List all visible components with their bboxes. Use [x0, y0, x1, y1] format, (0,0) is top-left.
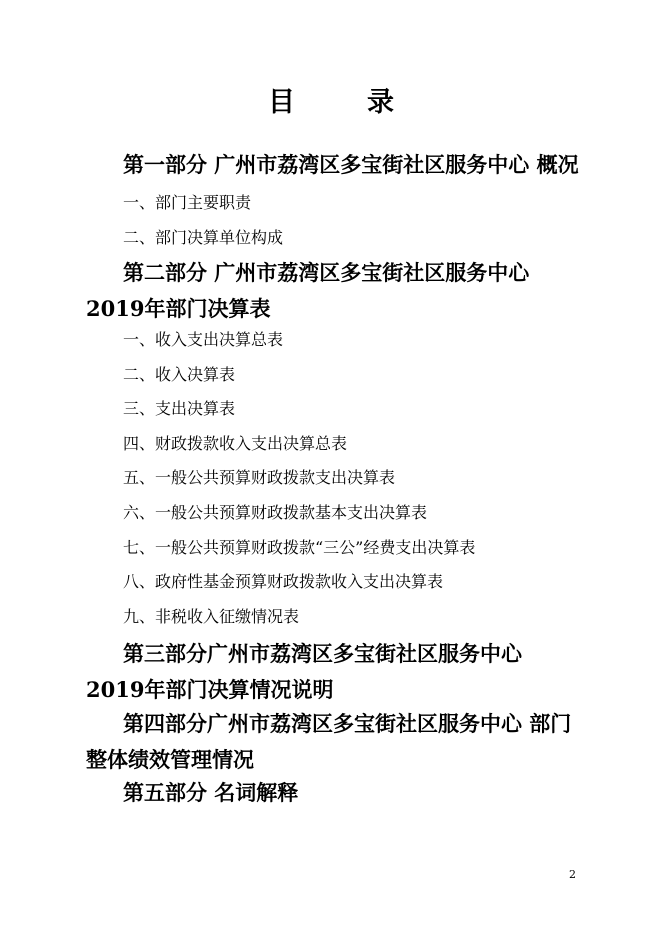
toc-item[interactable]: 六、一般公共预算财政拨款基本支出决算表 — [123, 503, 428, 522]
toc-item[interactable]: 四、财政拨款收入支出决算总表 — [123, 434, 348, 453]
title-char-1: 目 — [268, 87, 295, 118]
toc-part-1[interactable]: 第一部分 广州市荔湾区多宝街社区服务中心 概况 — [123, 152, 579, 177]
toc-part-2[interactable]: 第二部分 广州市荔湾区多宝街社区服务中心 2019年部门决算表 — [86, 260, 530, 321]
toc-part-3[interactable]: 第三部分广州市荔湾区多宝街社区服务中心 2019年部门决算情况说明 — [86, 641, 522, 702]
toc-part-5[interactable]: 第五部分 名词解释 — [123, 780, 299, 805]
toc-item[interactable]: 三、支出决算表 — [123, 399, 236, 418]
toc-item[interactable]: 一、收入支出决算总表 — [123, 330, 284, 349]
toc-title — [0, 80, 662, 119]
toc-item[interactable]: 八、政府性基金预算财政拨款收入支出决算表 — [123, 572, 444, 591]
toc-item[interactable]: 二、收入决算表 — [123, 365, 236, 384]
toc-item[interactable]: 九、非税收入征缴情况表 — [123, 607, 300, 626]
page-number: 2 — [569, 868, 576, 881]
toc-part-4[interactable]: 第四部分广州市荔湾区多宝街社区服务中心 部门整体绩效管理情况 — [86, 711, 572, 772]
toc-item[interactable]: 一、部门主要职责 — [123, 193, 252, 212]
title-char-2: 录 — [367, 87, 394, 118]
toc-item[interactable]: 五、一般公共预算财政拨款支出决算表 — [123, 468, 396, 487]
toc-item[interactable]: 二、部门决算单位构成 — [123, 228, 284, 247]
toc-item[interactable]: 七、一般公共预算财政拨款“三公”经费支出决算表 — [123, 538, 476, 557]
